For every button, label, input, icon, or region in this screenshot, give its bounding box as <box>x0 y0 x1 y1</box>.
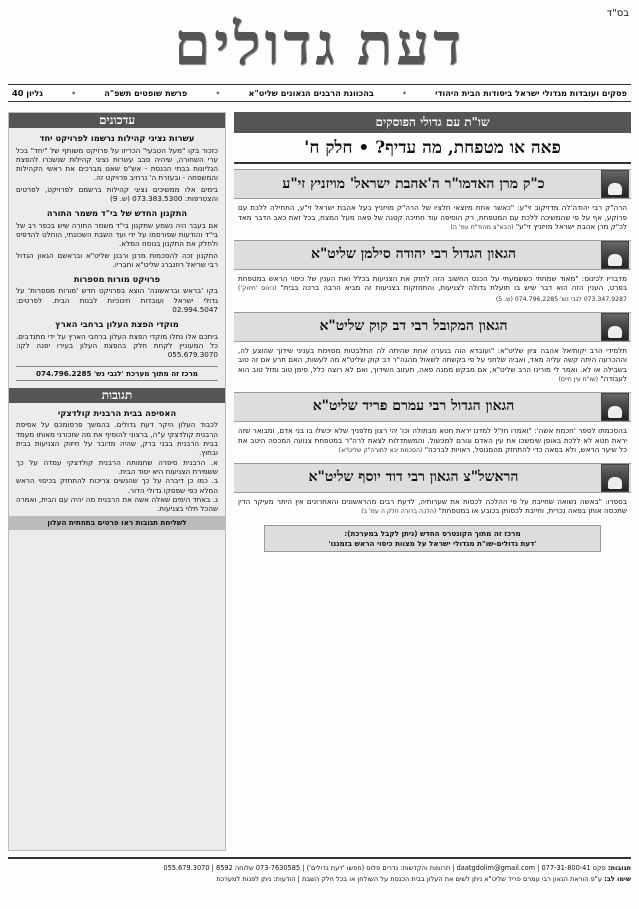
subtitle-b: בהכוונת הרבנים הגאונים שליט"א <box>248 88 374 98</box>
bsd-mark: בס"ד <box>606 8 629 19</box>
masthead <box>0 10 639 80</box>
update-item <box>16 209 218 269</box>
footer-label: שימו לב: <box>604 875 631 883</box>
footer-line <box>8 874 631 885</box>
rabbi-quote-source: (הסכמת יבא לתורה"ק שליט"א) <box>338 447 423 455</box>
update-item <box>16 134 218 203</box>
update-title: מוקדי הפצת העלון ברחבי הארץ <box>55 319 179 330</box>
subtitle-c: פרשת שופטים תשפ"ה <box>104 88 188 98</box>
rabbi-name: הראשל"צ הגאון רבי דוד יוסף שליט"א <box>308 469 519 486</box>
subtitle-sep: • <box>401 88 408 98</box>
updates-header: עדכונים <box>9 113 225 128</box>
update-item <box>16 320 218 359</box>
rabbi-section <box>234 240 631 307</box>
issue-number: גליון 40 <box>12 88 43 98</box>
reply-text: א. הרבנית סיפרה שחמותה הרבנית קולדצקי עמדה על כך ששמירת הצניעות היא יסוד הבית. <box>16 457 218 476</box>
footer-label: תגובות: <box>607 864 631 872</box>
footer-notice: ע"פ הוראת הגאון רבי עמרם פריד שליט"א ניתן לשים את העלון בבית הכנסת על השולחן או בכל חלק השבת | הודעות: ניתן לפנות למערכת <box>216 875 602 883</box>
update-title: עשרות נציגי קהילות נרשמו לפרויקט יחד <box>39 133 195 144</box>
update-text: בימים אלו ממשיכים נציגי קהילות ברשמם לפרויקט, לפרטים והצטרפות: 073.383.5300 (ש. 9) <box>16 184 218 204</box>
rabbi-quote-source: (הלכה ברורה חלק ה עמ' ב) <box>361 508 437 516</box>
footer-line <box>8 863 631 874</box>
subtitle-sep: • <box>215 88 221 98</box>
rabbi-portrait <box>601 241 629 269</box>
update-item <box>16 275 218 314</box>
replies-header: תגובות <box>9 388 225 403</box>
rabbi-portrait <box>601 393 629 421</box>
rabbi-section <box>234 392 631 458</box>
rabbi-quote-text: בהסכמתו לספר 'חכמת אשה': "ואמרו חז"ל למדנו יראת חטא מבתולה וכו' יהי רצון מלפניך שלא יכשלו בו בני אדם, ומבואר שזה יראת חטא לא ללכת באופן שימשכו את עין האדם וגורם למכשול. והמשתדלות לצאת לרה"ר במטפחת צנועה המכסה היטב את כל שיער הראש, ולא בפאה כדי להתחזק מהמנוסל, ראויות לברכה" <box>238 425 627 455</box>
subtitle-bar <box>8 84 631 102</box>
booklet-note <box>264 525 601 552</box>
rabbi-heading <box>234 169 631 199</box>
rabbi-section <box>234 463 631 519</box>
updates-box: מרכז זה מתוך מערכת 'לגבי נש' 074.796.2285 <box>16 366 218 381</box>
rabbi-heading <box>234 240 631 270</box>
page-footer <box>8 857 631 899</box>
rabbi-quote <box>234 270 631 307</box>
rabbi-quote <box>234 342 631 387</box>
update-title: התקנון החדש של בי"ד משמר התורה <box>46 208 188 219</box>
rabbi-name: כ"ק מרן האדמו"ר ה'אהבת ישראל' מויזניץ זי"ע <box>282 175 545 192</box>
main-column <box>234 112 631 851</box>
rabbi-name: הגאון הגדול רבי יהודה סילמן שליט"א <box>310 246 517 263</box>
reply-title: האסיפה בבית הרבנית קולדצקי <box>57 408 177 419</box>
booklet-note-title: 'דעת גדולים-שו"ת מגדולי ישראל על מצוות כיסוי הראש בזמננו' <box>328 538 537 548</box>
rabbi-quote-source: (הבא"צ מהוד"ת עמ' ה) <box>450 224 514 232</box>
rabbi-quote-text: הרה"ק רבי יהודה'לה מדזיקוב זי"ע: "כאשר אחת מיוצאי חלציו של הרה"ק מויזניץ בעל אהבת ישראל זי"ע, התחילה ללכת עם פרוקע, אף על פי שהמשיכה ללכת עם המטפחת, רק הוסיפה עוד חתיכה קטנה של פאה מעל המצח, בכל זאת כאב הדבר מאד לכ"ק מרן אהבת ישראל מויזניץ זי"ע" <box>238 203 627 232</box>
rabbi-heading <box>234 392 631 422</box>
rabbi-quote-text: מדבריו לכינוס: "מאוד שמחתי כששמעתי על הכנס החשוב הזה לחזק את הצניעות בכלל ואת הענין של כיסוי הראש במטפחת בפרט, הענין הזה הוא דבר שיש בו תועלת גדולה לצניעות, והתחזקות בצניעות זה מביא הרבה ברכה בבית" <box>238 273 627 293</box>
rabbi-portrait <box>601 313 629 341</box>
rabbi-quote-text: תלמידי הרב יקותיאל אהבה ציון שליט"א: "ועובדא הוה בנערה אחת שהיתה לה התלבטות מסוימת בעניני שידוך שהוצע לה, וההכרעה היתה קשה עליה מאד, ואביה שלחני על פי בקשתה לשאול מהגה"ר דב קוק שליט"א מה לעשות, האם תרע אם זה טוב בשבילה או לא. ואמר לי מורינו הרב שליט"א, אם מבקש ממנה פאה, תעזוב השידוך, ואם לא רוצה כלל, סימן טוב ומזל טוב הוא לעבודה" <box>238 345 627 384</box>
masthead-title: דעת גדולים <box>173 12 465 77</box>
subtitle-sep: • <box>70 88 77 98</box>
update-text: אם בעבר היה נשמע שתקנון בי"ד משמר התורה שיש בכפר רב של בי"ד והודעות שפורסמו על ידי ועד השבת השכונתי, הוחלט להדפיס ולחלק את התקנון בנוסח המלא. <box>16 220 218 249</box>
rabbi-quote-source: (כינוס 'חיזוק') 073.347.9287 לגבי נש' 074.796.2285 (ש. 5) <box>238 285 627 303</box>
booklet-note-line: מרכז זה מתוך הקונטרס החדש (ניתן לקבל במערכת): <box>344 528 521 538</box>
replies-body <box>9 403 225 516</box>
replies-footer: לשליחת תגובות ראו פרטים בתחתית העלון <box>9 516 225 529</box>
rabbi-quote-source: (שו"ת עין חיים) <box>558 376 599 384</box>
update-title: פרויקט מורות מספרות <box>73 274 161 285</box>
rabbi-heading <box>234 463 631 493</box>
update-text: ביתכם אלו נתלו מוקדי הפצת העלון ברחבי הארץ על ידי מתנדבים. כל המעוניין לקחת חלק בהפצת העלון בעירו יפנה לקו: 055.679.3070 <box>16 331 218 360</box>
updates-body <box>9 128 225 388</box>
update-text: בקו 'בראש ובראשונה' הוצא בפרויקט חדש 'מורות מספרות' על גדולי ישראל ועובדות חינוכיות לבנות הבית. לפרטים: 02.994.5047 <box>16 286 218 315</box>
rabbi-quote <box>234 199 631 235</box>
rabbi-section <box>234 169 631 235</box>
rabbi-section <box>234 312 631 387</box>
reply-text: ב. כמו כן דיברה על כך שהנשים צריכות להתחזק בכיסוי הראש המלא כפי שפסקו גדולי הדור. <box>16 476 218 495</box>
rabbi-portrait <box>601 464 629 492</box>
rabbi-name: הגאון הגדול רבי עמרם פריד שליט"א <box>312 398 515 415</box>
reply-text: ג. באחד הימים שאלה אשה את הרבנית מה יהיה עם הבית, ואמרה שהכל תלוי בצניעות. <box>16 494 218 514</box>
rabbi-quote <box>234 493 631 519</box>
footer-contact: פקס 077-31-800-41 | daatgdolim@gmail.com | תרומות והקדשות: נדרים פלוס (חפשו 'דעת גדולים') | 073-7630585 שלוחה 8592 | 055.679.3070 <box>163 864 606 872</box>
article-title: פאה או מטפחת, מה עדיף? • חלק ח' <box>234 133 631 164</box>
rabbi-portrait <box>601 170 629 198</box>
rabbi-quote-text: בספרו: "באשה נשואה שחייבת על פי ההלכה לכסות את שערותיה, לדעת רבים מהראשונים והאחרונים אין היתר מעיקר הדין שתכסה אותן בפאה נכרית, וחייבת לכסותן בכובע או במטפחת" <box>238 496 627 516</box>
update-text: התקנון זכה להסכמות מרנן ורבנן שליט"א ובראשם הגאון הגדול רבי שריאל רוזנברג שליט"א וחבריו. <box>16 250 218 269</box>
rabbi-heading <box>234 312 631 342</box>
rabbi-quote <box>234 422 631 458</box>
sidebar <box>8 112 226 851</box>
main-section-header: שו"ת עם גדולי הפוסקים <box>234 112 631 133</box>
rabbi-name: הגאון המקובל רבי דב קוק שליט"א <box>319 318 508 335</box>
update-text: כזכור בקו "מעל הטבעי" הכריזו על פרויקט משותף של "יחד" בכל ערי השחורה, שיהיה סבב עשרות נציגי קהילות שנשכרו להפצת הגליונות בבתי הכנסת - אש"פ שאנו מברכים את ראשי הקהילות והמשפחה - ובעזרת ה' נרחיב פרויקט זה. <box>16 145 218 183</box>
reply-text: לכבוד העלון היקר דעת גדולים. בהמשך פרסומכם על אסיפת הרבנית קולדצקי ע"ה, ברצוני להוסיף את מה שזכורני מאותו מעמד בבית הרבנית בבני ברק, שהיה מדובר על חיזוק הצניעות בבית ובחוץ. <box>16 420 218 458</box>
subtitle-a: פסקים ועובדות מגדולי ישראל ביסודות הבית היהודי <box>435 88 627 98</box>
